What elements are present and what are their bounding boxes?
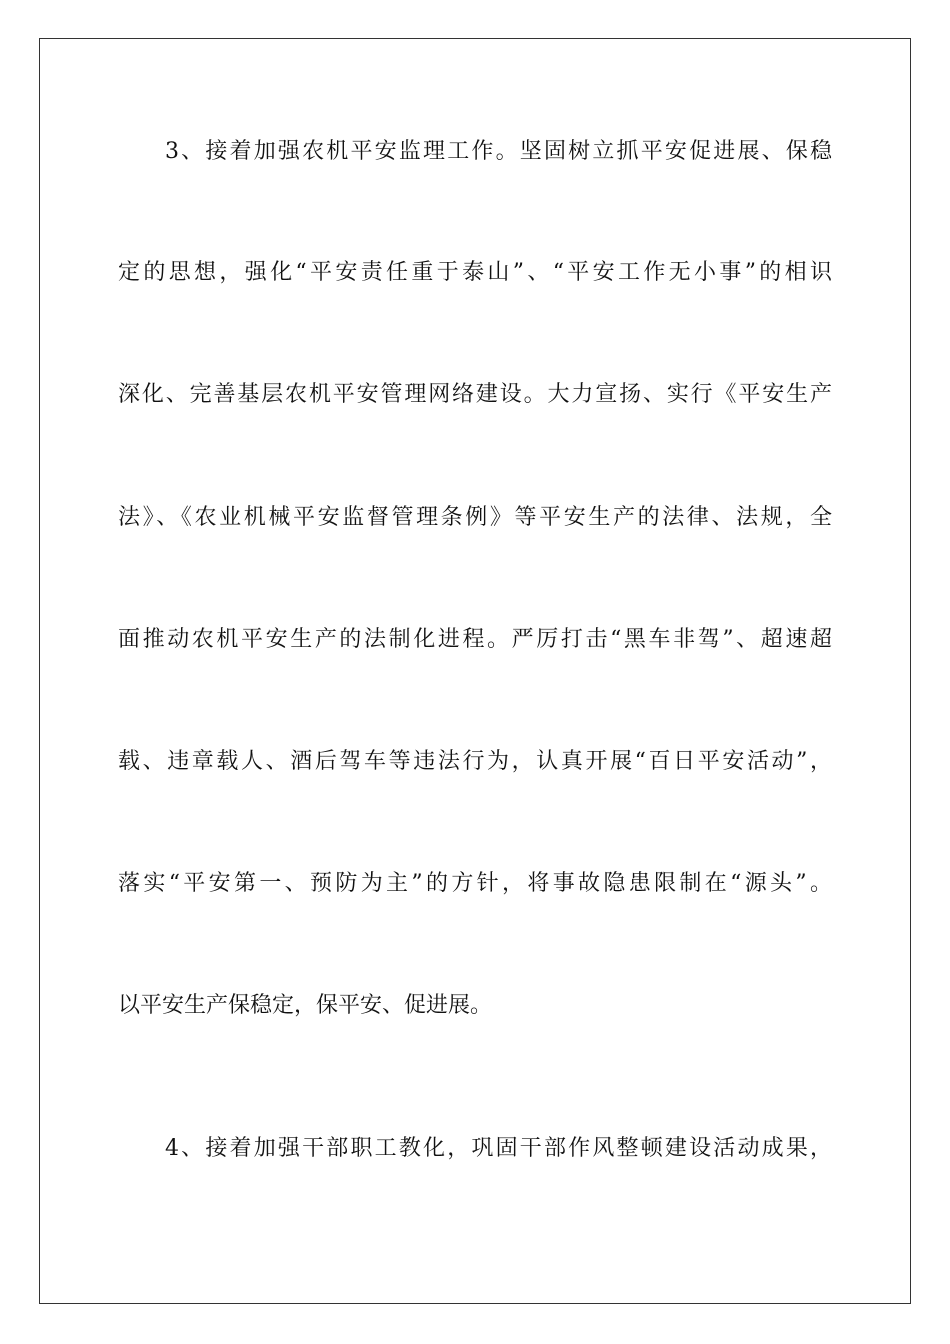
paragraph-3-line-8: 以平安生产保稳定，保平安、促进展。 — [118, 993, 493, 1018]
paragraph-3-line-2: 定的思想，强化“平安责任重于泰山”、“平安工作无小事”的相识 — [118, 260, 832, 285]
paragraph-3-line-1: 3、接着加强农机平安监理工作。坚固树立抓平安促进展、保稳 — [165, 139, 832, 164]
paragraph-3-line-4: 法》、《农业机械平安监督管理条例》等平安生产的法律、法规，全 — [118, 505, 832, 530]
paragraph-3-line-7: 落实“平安第一、预防为主”的方针，将事故隐患限制在“源头”。 — [118, 871, 832, 896]
paragraph-3-line-3: 深化、完善基层农机平安管理网络建设。大力宣扬、实行《平安生产 — [118, 382, 832, 407]
paragraph-3-line-6: 载、违章载人、酒后驾车等违法行为，认真开展“百日平安活动”， — [118, 749, 832, 774]
page-border — [39, 38, 911, 1304]
paragraph-4-line-1: 4、接着加强干部职工教化，巩固干部作风整顿建设活动成果， — [165, 1136, 832, 1161]
paragraph-3-line-5: 面推动农机平安生产的法制化进程。严厉打击“黑车非驾”、超速超 — [118, 627, 832, 652]
